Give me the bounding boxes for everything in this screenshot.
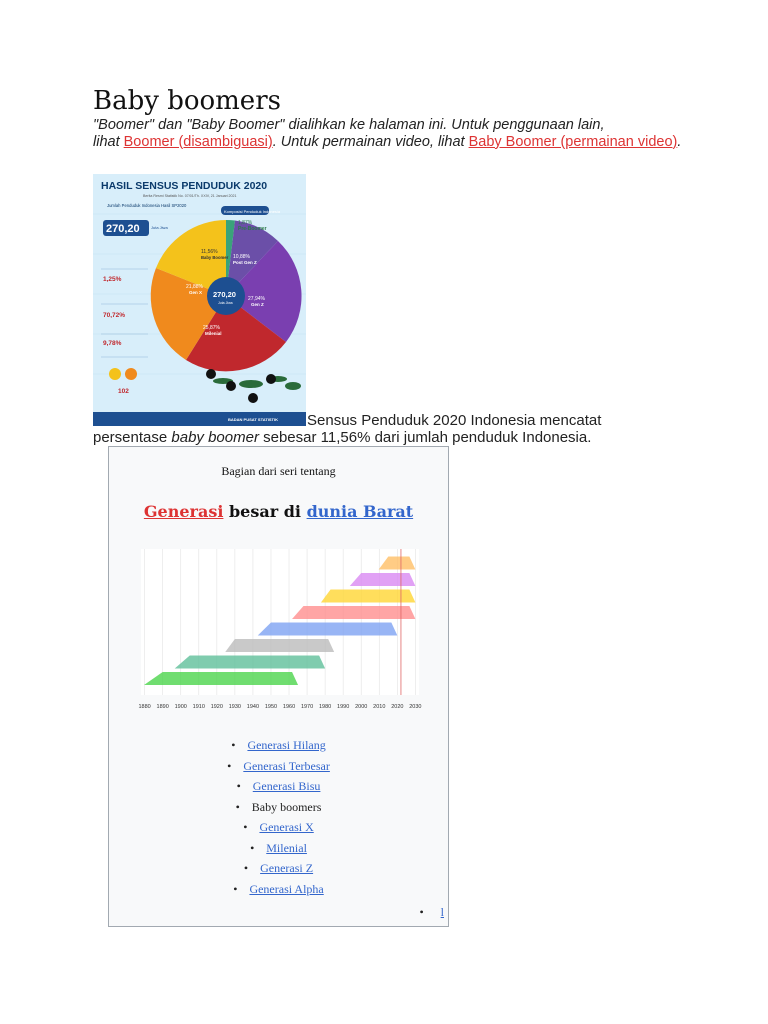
x-tick-label: 2020 xyxy=(391,704,404,710)
generation-link-5[interactable]: Milenial xyxy=(266,840,307,855)
pie-center-value: 270,20 xyxy=(213,290,236,299)
hatnote-text: "Boomer" dan "Baby Boomer" dialihkan ke halaman ini. Untuk penggunaan lain, xyxy=(93,117,605,133)
link-generasi[interactable]: Generasi xyxy=(143,502,224,521)
infographic-title: HASIL SENSUS PENDUDUK 2020 xyxy=(101,180,268,192)
hatnote-end: . xyxy=(677,133,682,150)
generation-band-0 xyxy=(144,672,298,685)
seg-name-babyboomer: Baby Boomer xyxy=(201,255,229,260)
generations-chart-svg xyxy=(137,545,423,715)
sidebar-footer xyxy=(419,905,444,920)
x-tick-label: 1940 xyxy=(246,704,260,710)
infographic-svg xyxy=(93,174,306,426)
side-stat-1: 1,25% xyxy=(103,276,122,283)
seg-pct-genx: 21,88% xyxy=(186,284,203,290)
infographic-image[interactable] xyxy=(93,174,306,426)
x-tick-label: 1910 xyxy=(192,704,205,710)
list-item xyxy=(109,776,448,797)
series-sidebar xyxy=(108,446,449,927)
x-tick-label: 1890 xyxy=(156,704,169,710)
x-tick-label: 1930 xyxy=(228,704,241,710)
image-caption-line1: Sensus Penduduk 2020 Indonesia mencatat xyxy=(307,412,602,429)
x-tick-label: 1950 xyxy=(264,704,278,710)
infographic-total-unit: Juta Jiwa xyxy=(151,225,168,230)
seg-pct-postgenz: 10,88% xyxy=(233,254,250,260)
generation-link-4[interactable]: Generasi X xyxy=(259,820,314,834)
pie-center-unit: Juta Jiwa xyxy=(218,301,233,305)
generation-band-3 xyxy=(258,623,398,636)
generations-list xyxy=(109,735,448,899)
generation-link-6[interactable]: Generasi Z xyxy=(260,861,314,875)
x-tick-label: 1880 xyxy=(138,704,151,710)
seg-name-milenial: Milenial xyxy=(205,331,222,336)
infographic-total-label: Jumlah Penduduk Indonesia Hasil SP2020 xyxy=(107,203,187,208)
generation-band-4 xyxy=(292,606,415,619)
infographic-footer: BADAN PUSAT STATISTIK xyxy=(228,417,278,422)
side-stat-3: 9,78% xyxy=(103,340,122,347)
link-baby-boomer-permainan-video[interactable]: Baby Boomer (permainan video) xyxy=(468,133,678,150)
generation-current-3: Baby boomers xyxy=(251,799,322,814)
seg-pct-milenial: 25,87% xyxy=(203,325,220,331)
list-item xyxy=(109,858,448,879)
generations-chart[interactable] xyxy=(137,545,423,715)
x-tick-label: 2030 xyxy=(409,704,422,710)
hatnote-mid: . Untuk permainan video, lihat xyxy=(272,133,469,150)
list-item xyxy=(109,797,448,818)
generation-band-1 xyxy=(175,656,325,669)
x-tick-label: 2010 xyxy=(373,704,386,710)
seg-pct-preboomer: 1,87% xyxy=(238,220,253,226)
side-stat-4: 102 xyxy=(118,388,129,395)
generation-link-1[interactable]: Generasi Terbesar xyxy=(243,758,330,773)
caption-em: baby boomer xyxy=(171,429,259,446)
sidebar-footer-link[interactable]: l xyxy=(440,905,444,919)
generation-link-0[interactable]: Generasi Hilang xyxy=(247,738,326,752)
list-item xyxy=(109,817,448,838)
generation-link-7[interactable]: Generasi Alpha xyxy=(249,881,324,896)
x-tick-label: 1920 xyxy=(210,704,223,710)
infographic-subtitle: Berita Resmi Statistik No. 07/01/Th. XXIV, 21 Januari 2021 xyxy=(143,194,237,198)
generation-band-2 xyxy=(225,639,334,652)
x-tick-label: 2000 xyxy=(355,704,368,710)
sidebar-pretitle: Bagian dari seri tentang xyxy=(221,464,336,478)
link-boomer-disambiguasi[interactable]: Boomer (disambiguasi) xyxy=(123,133,273,150)
sidebar-title xyxy=(109,502,448,521)
generation-band-6 xyxy=(350,573,416,586)
link-dunia-barat[interactable]: dunia Barat xyxy=(306,502,414,521)
x-tick-label: 1900 xyxy=(174,704,187,710)
seg-name-genx: Gen X xyxy=(189,290,203,295)
caption-pre: persentase xyxy=(93,429,172,446)
infographic-total-value: 270,20 xyxy=(106,223,140,235)
caption-post: sebesar 11,56% dari jumlah penduduk Indonesia. xyxy=(258,429,592,446)
list-item xyxy=(109,838,448,859)
hatnote xyxy=(93,117,693,150)
x-tick-label: 1970 xyxy=(300,704,314,710)
x-tick-label: 1980 xyxy=(319,704,332,710)
seg-pct-babyboomer: 11,56% xyxy=(201,249,218,255)
seg-name-genz: Gen Z xyxy=(251,302,264,307)
x-tick-label: 1990 xyxy=(337,704,350,710)
seg-name-preboomer: Pre-Boomer xyxy=(238,226,267,232)
side-stat-2: 70,72% xyxy=(103,312,126,319)
infographic-komposisi: Komposisi Penduduk Indonesia xyxy=(224,209,281,214)
page-title: Baby boomers xyxy=(93,86,281,116)
list-item xyxy=(109,879,448,900)
seg-pct-genz: 27,94% xyxy=(248,296,265,302)
seg-name-postgenz: Post Gen Z xyxy=(233,260,257,265)
list-item xyxy=(109,756,448,777)
image-caption-line2 xyxy=(93,429,591,446)
x-tick-label: 1960 xyxy=(282,704,296,710)
list-item xyxy=(109,735,448,756)
sidebar-title-mid: besar di xyxy=(223,502,307,521)
hatnote-lihat: lihat xyxy=(93,133,124,150)
generation-link-2[interactable]: Generasi Bisu xyxy=(252,779,321,793)
